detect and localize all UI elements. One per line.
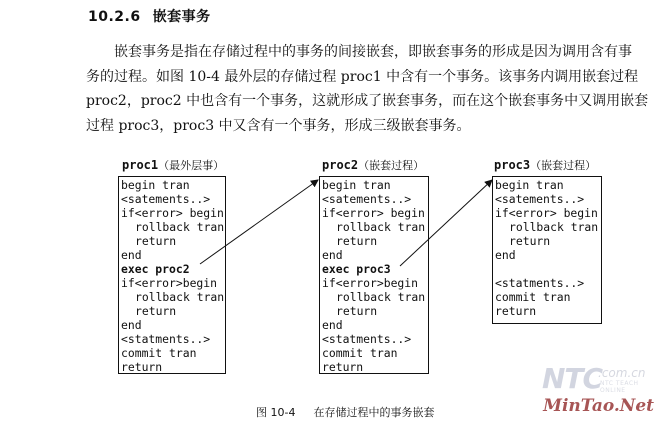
proc-name: proc3 [494,158,531,172]
proc-name: proc1 [122,158,159,172]
code-line: rollback tran [509,220,599,234]
code-line: if<error>begin [322,276,419,290]
code-line: rollback tran [135,290,225,304]
watermark-domain: .com.cn [598,366,646,380]
code-line: commit tran [495,290,571,304]
code-line: if<error> begin [121,206,224,220]
proc-note: （最外层事） [158,159,225,172]
code-line: begin tran [322,178,391,192]
code-line: end [322,248,343,262]
arrow-proc1-to-proc2 [200,180,318,264]
code-line: return [322,360,364,374]
code-line: if<error>begin [121,276,218,290]
code-line: if<error> begin [322,206,425,220]
paragraph-line: 嵌套事务是指在存储过程中的事务的间接嵌套，即嵌套事务的形成是因为调用含有事 [114,44,632,60]
code-line: end [121,248,142,262]
paragraph-line: proc2，proc2 中也含有一个事务，这就形成了嵌套事务，而在这个嵌套事务中又调用嵌套 [86,93,649,109]
code-line: return [135,234,177,248]
proc-name: proc2 [322,158,359,172]
code-line: end [495,248,516,262]
code-line: return [509,234,551,248]
code-line: <satements..> [121,192,211,206]
code-line: begin tran [121,178,190,192]
section-number: 10.2.6 [88,9,141,25]
code-line: <satements..> [495,192,585,206]
watermark [526,360,656,424]
code-line: end [322,318,343,332]
code-line: return [336,304,378,318]
paragraph-line: 过程 proc3，proc3 中又含有一个事务，形成三级嵌套事务。 [86,117,471,134]
code-line: return [495,304,537,318]
proc-note: （嵌套过程） [530,159,597,172]
code-line: rollback tran [135,220,225,234]
code-line: commit tran [121,346,197,360]
watermark-subtitle: NTC TEACH ONLINE [600,380,639,394]
code-line: return [135,304,177,318]
section-title: 嵌套事务 [152,9,211,25]
code-line: commit tran [322,346,398,360]
arrow-proc2-to-proc3 [400,180,492,266]
figure-label: 图 10-4 [256,406,296,419]
figure-text: 在存储过程中的事务嵌套 [313,406,435,419]
code-line: rollback tran [336,290,426,304]
watermark-ntc: NTC [542,362,603,395]
code-line: begin tran [495,178,564,192]
code-line: <statments..> [495,276,585,290]
proc-note: （嵌套过程） [358,159,425,172]
code-line: <satements..> [322,192,412,206]
figure-caption [256,404,434,420]
code-line: if<error> begin [495,206,598,220]
code-line: return [336,234,378,248]
code-line: return [121,360,163,374]
watermark-mintao: MinTao.Net [543,396,654,416]
code-line: <statments..> [322,332,412,346]
paragraph-line: 务的过程。如图 10-4 最外层的存储过程 proc1 中含有一个事务。该事务内调用嵌套过程 [86,68,639,85]
code-line: end [121,318,142,332]
code-line: <statments..> [121,332,211,346]
exec-proc3-line: exec proc3 [322,262,391,276]
exec-proc2-line: exec proc2 [121,262,190,276]
code-line: rollback tran [336,220,426,234]
